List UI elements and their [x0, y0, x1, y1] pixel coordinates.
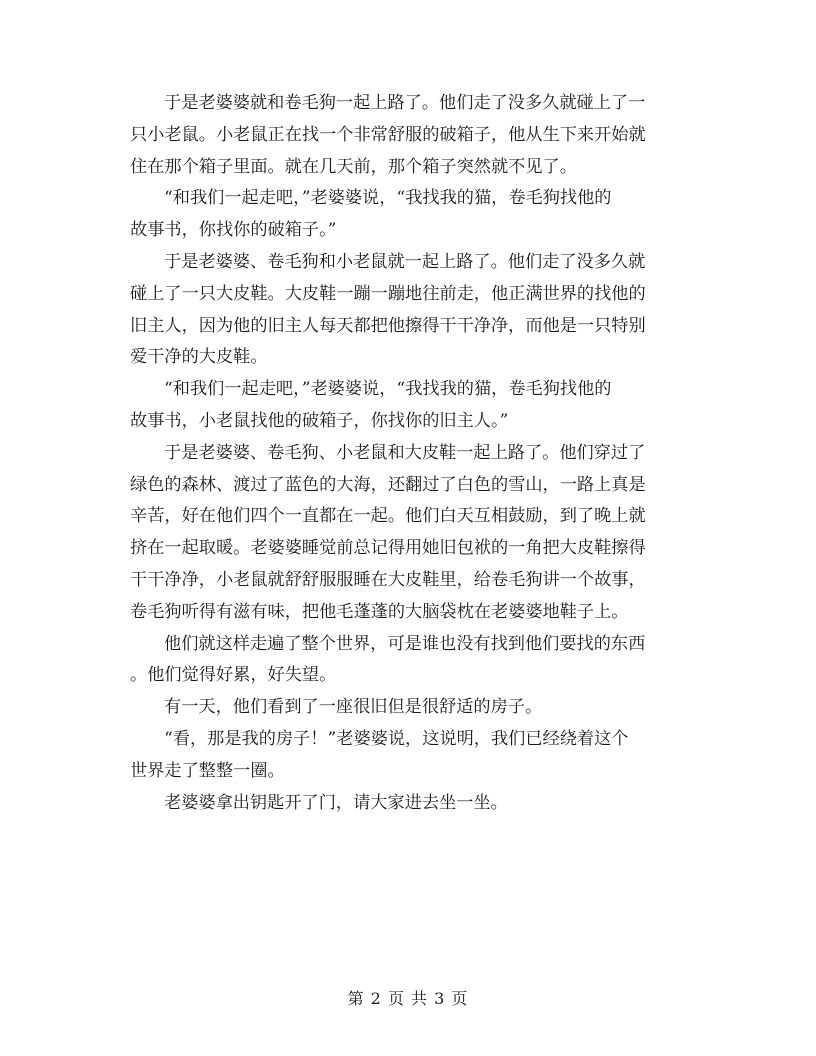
text-line: 故事书，小老鼠找他的破箱子，你找你的旧主人。”: [130, 410, 509, 431]
text-line: 有一天，他们看到了一座很旧但是很舒适的房子。: [164, 697, 543, 718]
text-line: 卷毛狗听得有滋有味，把他毛蓬蓬的大脑袋枕在老婆婆地鞋子上。: [130, 601, 629, 622]
text-line: “看，那是我的房子！”老婆婆说，这说明，我们已经绕着这个: [164, 728, 629, 749]
text-line: 碰上了一只大皮鞋。大皮鞋一蹦一蹦地往前走，他正满世界的找他的: [130, 283, 646, 304]
text-line: 他们就这样走遍了整个世界，可是谁也没有找到他们要找的东西: [164, 633, 646, 654]
page-footer: 第 2 页 共 3 页: [347, 989, 469, 1008]
text-line: “和我们一起走吧，”老婆婆说，“我找我的猫，卷毛狗找他的: [164, 379, 612, 400]
text-line: 于是老婆婆、卷毛狗、小老鼠和大皮鞋一起上路了。他们穿过了: [164, 442, 646, 463]
text-line: 。他们觉得好累，好失望。: [130, 665, 337, 686]
text-line: 于是老婆婆、卷毛狗和小老鼠就一起上路了。他们走了没多久就: [164, 251, 646, 272]
text-line: 故事书，你找你的破箱子。”: [130, 220, 337, 241]
text-line: 干干净净，小老鼠就舒舒服服睡在大皮鞋里，给卷毛狗讲一个故事，: [130, 569, 646, 590]
text-line: 世界走了整整一圈。: [130, 760, 285, 781]
body-text: [130, 88, 690, 819]
text-line: 老婆婆拿出钥匙开了门，请大家进去坐一坐。: [164, 792, 508, 813]
text-line: 爱干净的大皮鞋。: [130, 347, 268, 368]
text-line: 住在那个箱子里面。就在几天前，那个箱子突然就不见了。: [130, 156, 577, 177]
text-line: 辛苦，好在他们四个一直都在一起。他们白天互相鼓励，到了晚上就: [130, 506, 646, 527]
text-line: 于是老婆婆就和卷毛狗一起上路了。他们走了没多久就碰上了一: [164, 93, 646, 113]
text-line: 只小老鼠。小老鼠正在找一个非常舒服的破箱子，他从生下来开始就: [130, 124, 646, 145]
text-line: 绿色的森林、渡过了蓝色的大海，还翻过了白色的雪山，一路上真是: [130, 474, 646, 495]
text-line: 挤在一起取暖。老婆婆睡觉前总记得用她旧包袱的一角把大皮鞋擦得: [130, 538, 646, 559]
text-line: “和我们一起走吧，”老婆婆说，“我找我的猫，卷毛狗找他的: [164, 188, 612, 209]
text-line: 旧主人，因为他的旧主人每天都把他擦得干干净净，而他是一只特别: [130, 315, 646, 336]
